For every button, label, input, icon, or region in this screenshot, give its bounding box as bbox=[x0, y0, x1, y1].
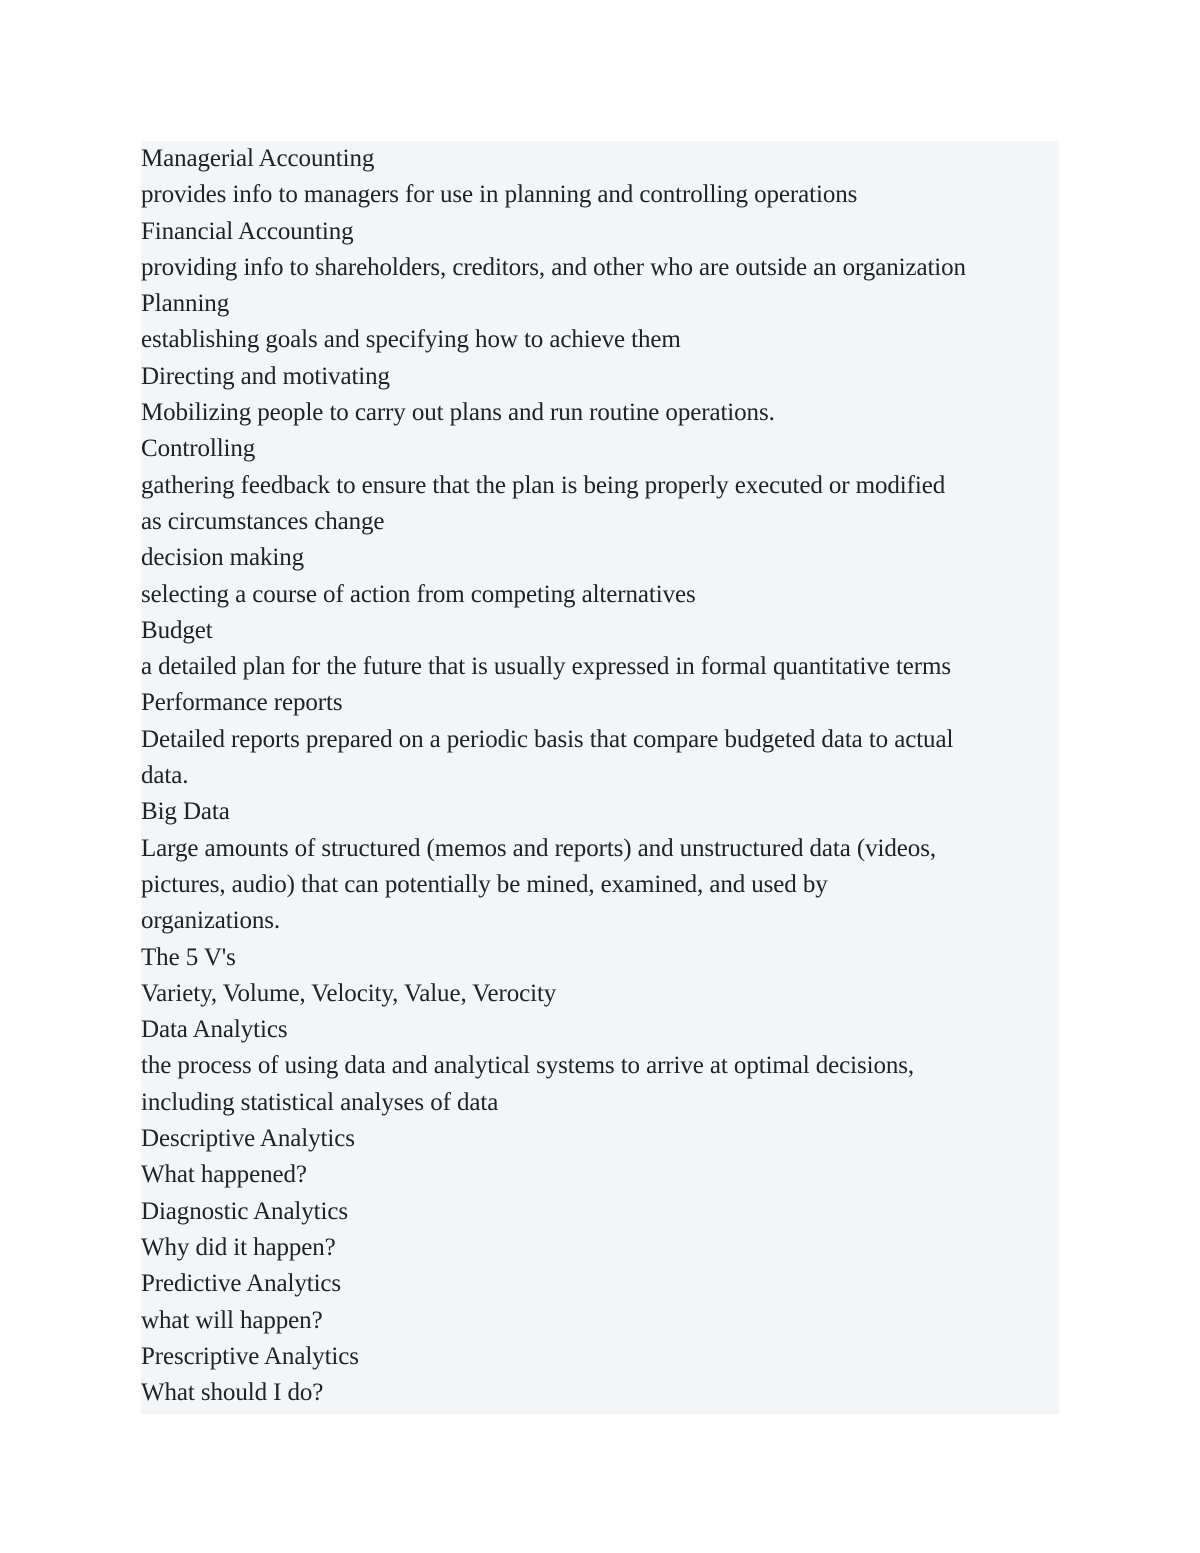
text-line: Mobilizing people to carry out plans and run routine operations. bbox=[141, 399, 775, 427]
text-line: including statistical analyses of data bbox=[141, 1088, 499, 1116]
text-line: pictures, audio) that can potentially be mined, examined, and used by bbox=[141, 870, 828, 898]
text-line: What happened? bbox=[141, 1161, 307, 1189]
text-line: gathering feedback to ensure that the plan is being properly executed or modified bbox=[141, 471, 946, 499]
text-line: The 5 V's bbox=[141, 943, 236, 971]
text-line: decision making bbox=[141, 544, 305, 572]
text-line: data. bbox=[141, 762, 189, 790]
text-line: Predictive Analytics bbox=[141, 1270, 342, 1298]
text-line: Detailed reports prepared on a periodic basis that compare budgeted data to actual bbox=[141, 725, 954, 753]
text-line: as circumstances change bbox=[141, 507, 385, 535]
text-line: Managerial Accounting bbox=[141, 145, 375, 172]
text-line: establishing goals and specifying how to achieve them bbox=[141, 326, 681, 354]
text-line: Directing and motivating bbox=[141, 362, 390, 390]
text-line: Large amounts of structured (memos and reports) and unstructured data (videos, bbox=[141, 834, 936, 862]
text-line: the process of using data and analytical systems to arrive at optimal decisions, bbox=[141, 1052, 915, 1080]
text-line: Data Analytics bbox=[141, 1016, 288, 1044]
text-line: What should I do? bbox=[141, 1379, 324, 1407]
text-line: Diagnostic Analytics bbox=[141, 1197, 348, 1225]
text-line: selecting a course of action from competing alternatives bbox=[141, 580, 696, 608]
text-line: provides info to managers for use in planning and controlling operations bbox=[141, 181, 858, 209]
document-text-block bbox=[141, 141, 1059, 1414]
text-line: Controlling bbox=[141, 435, 256, 463]
text-lines bbox=[141, 141, 1059, 1411]
text-line: what will happen? bbox=[141, 1306, 323, 1334]
text-line: Financial Accounting bbox=[141, 217, 354, 245]
text-line: a detailed plan for the future that is usually expressed in formal quantitative terms bbox=[141, 653, 951, 681]
text-line: Performance reports bbox=[141, 689, 343, 717]
text-line: Descriptive Analytics bbox=[141, 1125, 355, 1153]
text-line: Planning bbox=[141, 290, 230, 318]
text-line: Big Data bbox=[141, 798, 230, 826]
text-line: Budget bbox=[141, 616, 213, 644]
text-line: Variety, Volume, Velocity, Value, Verocity bbox=[141, 979, 557, 1007]
text-line: organizations. bbox=[141, 907, 281, 935]
text-line: Why did it happen? bbox=[141, 1233, 336, 1261]
text-line: Prescriptive Analytics bbox=[141, 1342, 359, 1370]
text-line: providing info to shareholders, creditors, and other who are outside an organization bbox=[141, 253, 966, 281]
